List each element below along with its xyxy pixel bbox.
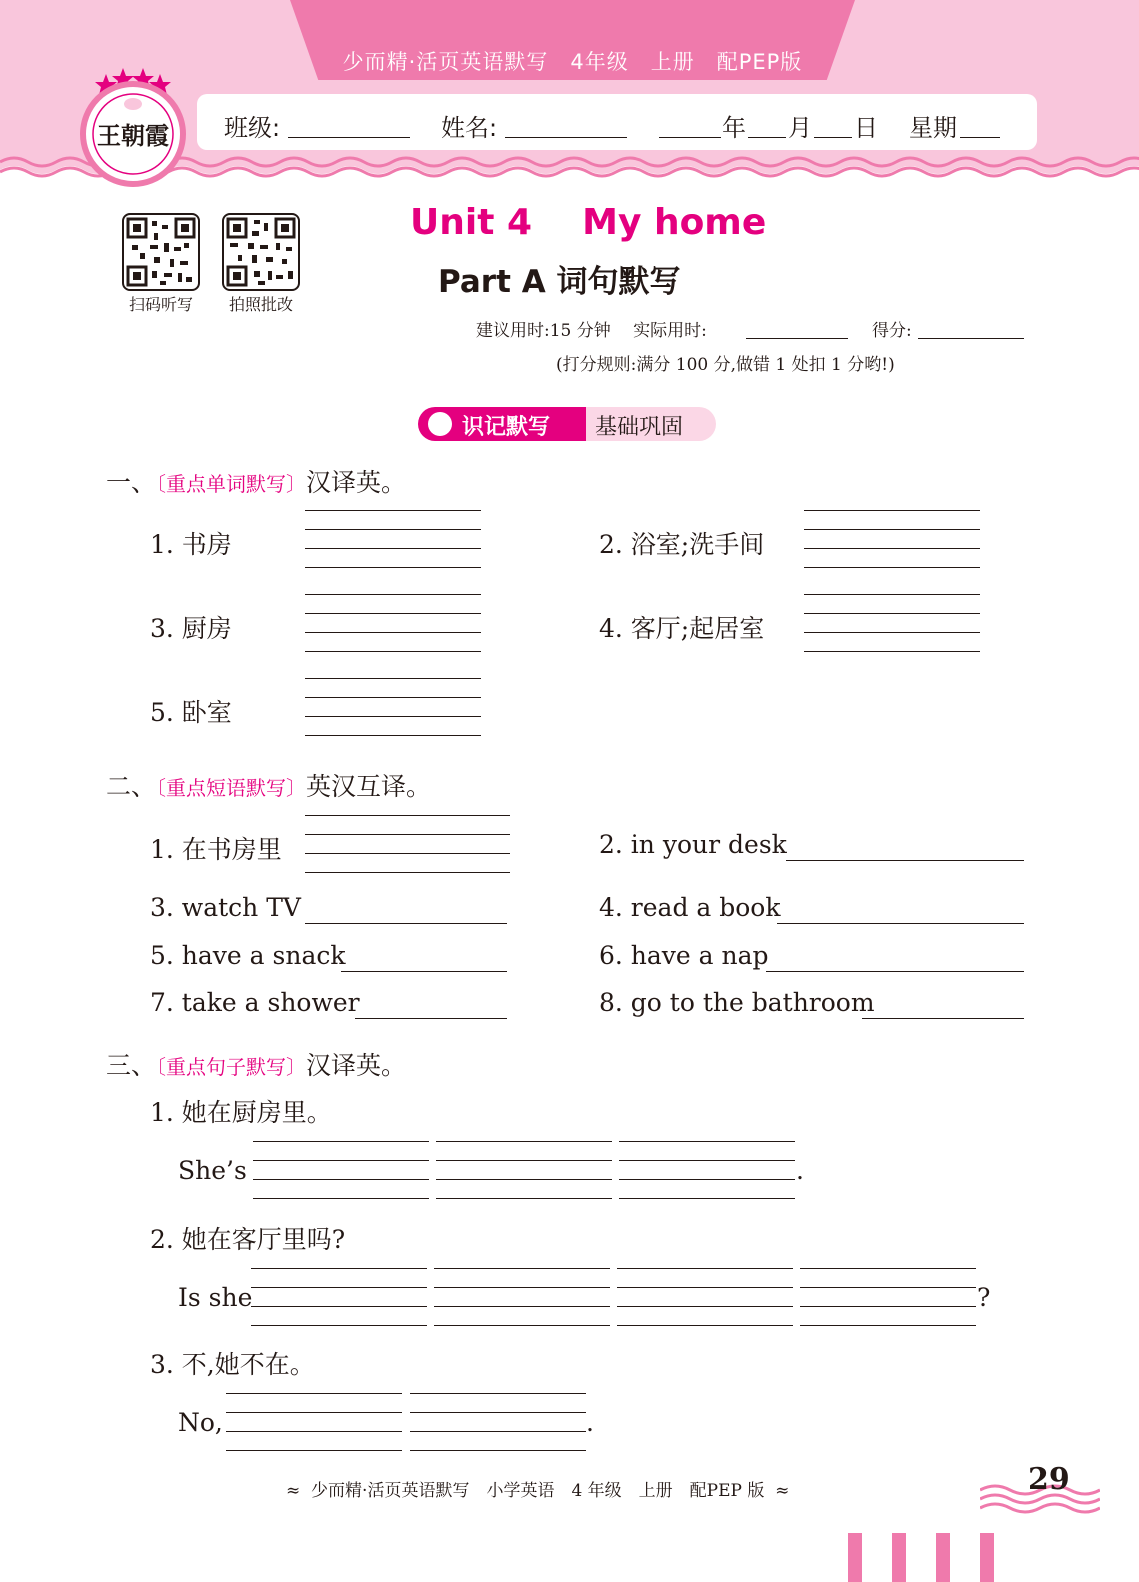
class-field[interactable] (288, 137, 410, 138)
class-label: 班级: (224, 114, 281, 142)
section2-number: 二、 (106, 772, 157, 801)
s3-answer-2-suffix: ? (977, 1283, 991, 1312)
s3-answer-1-prefix: She’s (178, 1156, 247, 1185)
year-label: 年 (722, 114, 746, 142)
s2-answer-8[interactable] (862, 1018, 1024, 1019)
section1-number: 一、 (106, 468, 157, 497)
s1-item-3: 3. 厨房 (150, 614, 232, 643)
s3-answer-1-suffix: . (796, 1156, 804, 1185)
time-info: 建议用时:15 分钟 实际用时: (476, 321, 707, 341)
section3-heading (106, 1046, 406, 1082)
logo-text: 王朝霞 (97, 121, 169, 150)
qr-listen-label: 扫码听写 (128, 295, 193, 314)
day-field[interactable] (814, 137, 852, 138)
score-label: 得分: (872, 321, 912, 341)
s2-item-5: 5. have a snack (150, 941, 346, 970)
section3-tag: 〔重点句子默写〕 (156, 1055, 307, 1079)
month-field[interactable] (748, 137, 786, 138)
s3-question-2: 2. 她在客厅里吗? (150, 1225, 346, 1254)
part-title: Part A 词句默写 (438, 264, 681, 300)
edge-bar (848, 1533, 862, 1582)
month-label: 月 (788, 114, 812, 142)
publisher-logo (78, 68, 188, 188)
s2-answer-6[interactable] (766, 971, 1024, 972)
s1-item-2: 2. 浴室;洗手间 (599, 530, 765, 559)
s2-answer-5[interactable] (341, 971, 507, 972)
unit-title: Unit 4 My home (410, 202, 767, 243)
s2-item-1: 1. 在书房里 (150, 835, 282, 864)
s2-item-2: 2. in your desk (599, 830, 787, 859)
badge-memorize: 识记默写 (462, 415, 551, 440)
weekday-field[interactable] (960, 137, 1000, 138)
s1-item-1: 1. 书房 (150, 530, 232, 559)
s2-item-8: 8. go to the bathroom (599, 988, 875, 1017)
section1-heading (106, 463, 406, 499)
s2-answer-4[interactable] (777, 923, 1024, 924)
badge-consolidate: 基础巩固 (595, 415, 684, 440)
section2-heading (106, 767, 431, 803)
section2-tag: 〔重点短语默写〕 (156, 776, 307, 800)
score-field[interactable] (918, 338, 1024, 339)
series-title: 少而精·活页英语默写 4年级 上册 配PEP版 (342, 50, 803, 74)
s1-item-5: 5. 卧室 (150, 698, 232, 727)
section1-instruction: 汉译英。 (306, 468, 407, 497)
s2-item-7: 7. take a shower (150, 988, 360, 1017)
section3-instruction: 汉译英。 (306, 1051, 407, 1080)
qr-code-correct[interactable] (222, 213, 300, 291)
name-label: 姓名: (441, 114, 498, 142)
score-rule: (打分规则:满分 100 分,做错 1 处扣 1 分哟!) (556, 355, 895, 375)
section1-tag: 〔重点单词默写〕 (156, 472, 307, 496)
s3-answer-3-prefix: No, (178, 1408, 223, 1437)
qr-code-listen[interactable] (122, 213, 200, 291)
s2-item-3: 3. watch TV (150, 893, 301, 922)
day-label: 日 (854, 114, 878, 142)
year-field[interactable] (659, 137, 721, 138)
s3-answer-2-prefix: Is she (178, 1283, 253, 1312)
qr-correct-label: 拍照批改 (228, 295, 293, 314)
section2-instruction: 英汉互译。 (306, 772, 432, 801)
s3-answer-3-suffix: . (586, 1408, 594, 1437)
section3-number: 三、 (106, 1051, 157, 1080)
page-number: 29 (1028, 1462, 1070, 1497)
edge-bar (980, 1533, 994, 1582)
s3-question-3: 3. 不,她不在。 (150, 1350, 315, 1379)
s3-question-1: 1. 她在厨房里。 (150, 1098, 332, 1127)
edge-bar (936, 1533, 950, 1582)
s2-answer-7[interactable] (355, 1018, 507, 1019)
name-field[interactable] (505, 137, 627, 138)
medal-icon (428, 412, 452, 436)
footer-text: ≈ 少而精·活页英语默写 小学英语 4 年级 上册 配PEP 版 ≈ (286, 1481, 790, 1501)
s2-item-6: 6. have a nap (599, 941, 769, 970)
s2-item-4: 4. read a book (599, 893, 781, 922)
actual-time-field[interactable] (746, 338, 848, 339)
s2-answer-3[interactable] (305, 923, 507, 924)
s1-item-4: 4. 客厅;起居室 (599, 614, 765, 643)
weekday-label: 星期 (909, 114, 957, 142)
s2-answer-2[interactable] (786, 860, 1024, 861)
edge-bar (892, 1533, 906, 1582)
